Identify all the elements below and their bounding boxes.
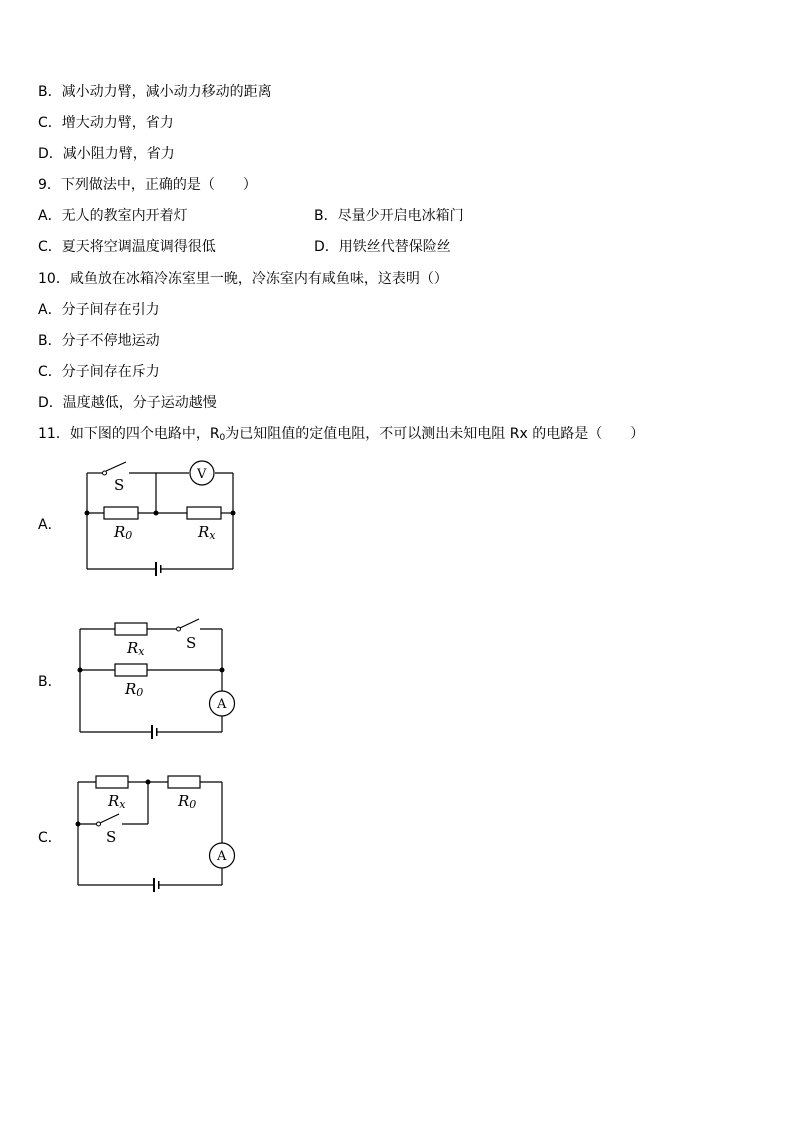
circuit-a-voltmeter-label: V [197, 467, 207, 482]
circuit-c-label: C． [38, 830, 62, 846]
q9-stem: 9．下列做法中，正确的是（ ） [38, 177, 257, 193]
q10-stem: 10．咸鱼放在冰箱冷冻室里一晚，冷冻室内有咸鱼味，这表明（） [38, 271, 448, 287]
q8-option-b: B．减小动力臂，减小动力移动的距离 [38, 84, 272, 100]
q9-option-d: D．用铁丝代替保险丝 [314, 239, 451, 255]
circuit-a-switch-label: S [114, 476, 125, 494]
circuit-b-switch-label: S [186, 634, 197, 652]
q8-option-d: D．减小阻力臂，省力 [38, 146, 175, 162]
q11-stem: 11．如下图的四个电路中，$R_0$为已知阻值的定值电阻，不可以测出未知电阻 Rx 的电路是（ ） [38, 426, 645, 443]
circuit-a-rx-label: Rx [198, 523, 216, 542]
circuit-b-ammeter-label: A [217, 697, 227, 712]
q10-option-d: D．温度越低，分子运动越慢 [38, 395, 217, 411]
circuit-c-switch-label: S [106, 828, 117, 846]
q9-option-b: B．尽量少开启电冰箱门 [314, 208, 464, 224]
circuit-c-rx-label: Rx [108, 792, 126, 811]
circuit-b-r0-label: R0 [125, 680, 144, 699]
q9-option-c: C．夏天将空调温度调得很低 [38, 239, 216, 255]
circuit-a-label: A． [38, 517, 62, 533]
circuit-b-label: B． [38, 674, 62, 690]
circuit-c-ammeter-label: A [217, 849, 227, 864]
q9-option-a: A．无人的教室内开着灯 [38, 208, 188, 224]
q10-option-b: B．分子不停地运动 [38, 333, 160, 349]
q8-option-c: C．增大动力臂，省力 [38, 115, 174, 131]
circuit-b-rx-label: Rx [127, 639, 145, 658]
q10-option-a: A．分子间存在引力 [38, 302, 160, 318]
q10-option-c: C．分子间存在斥力 [38, 364, 160, 380]
circuit-a-r0-label: R0 [114, 523, 133, 542]
circuit-c-r0-label: R0 [178, 792, 197, 811]
